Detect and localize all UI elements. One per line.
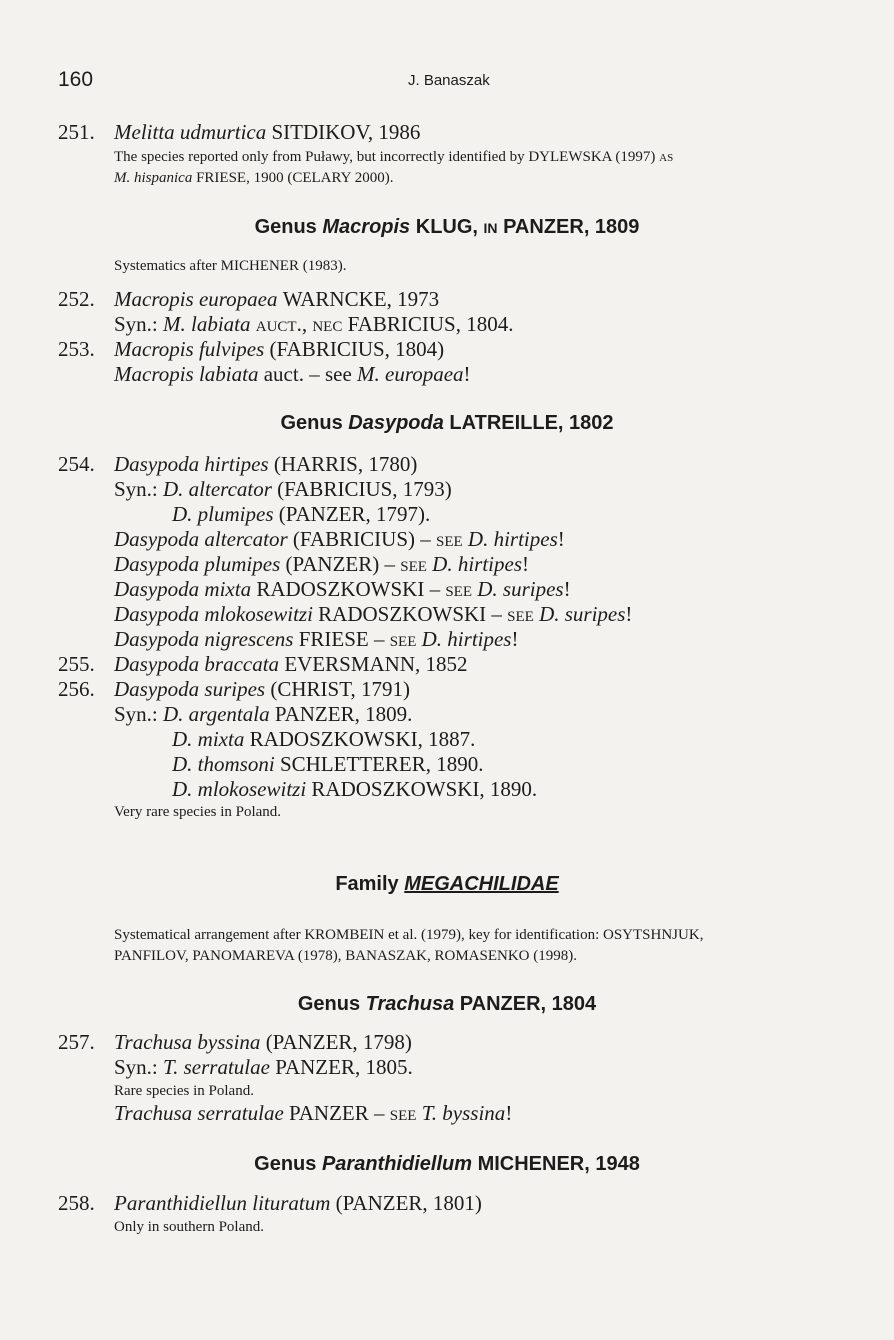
entry-252: 252. Macropis europaea WARNCKE, 1973 <box>58 287 440 311</box>
see-reference-3: Dasypoda mixta RADOSZKOWSKI – see D. suripes! <box>114 577 571 601</box>
see-reference-4: Dasypoda mlokosewitzi RADOSZKOWSKI – see D. suripes! <box>114 602 633 626</box>
entry-258: 258. Paranthidiellun lituratum (PANZER, 1801) <box>58 1191 482 1215</box>
see-reference-5: Dasypoda nigrescens FRIESE – see D. hirtipes! <box>114 627 519 651</box>
entry-256-synonym-1: Syn.: D. argentala PANZER, 1809. <box>114 702 413 726</box>
see-reference-1: Dasypoda altercator (FABRICIUS) – see D. hirtipes! <box>114 527 565 551</box>
entry-256-synonym-2: D. mixta RADOSZKOWSKI, 1887. <box>172 727 476 751</box>
entry-257: 257. Trachusa byssina (PANZER, 1798) <box>58 1030 412 1054</box>
family-note-line-2: PANFILOV, PANOMAREVA (1978), BANASZAK, ROMASENKO (1998). <box>114 948 577 964</box>
genus-heading-macropis: Genus Macropis KLUG, in PANZER, 1809 <box>254 216 640 238</box>
entry-256: 256. Dasypoda suripes (CHRIST, 1791) <box>58 677 410 701</box>
genus-macropis-note: Systematics after MICHENER (1983). <box>114 258 347 274</box>
genus-heading-dasypoda: Genus Dasypoda LATREILLE, 1802 <box>280 412 614 434</box>
entry-251-note: The species reported only from Puławy, but incorrectly identified by DYLEWSKA (1997) as <box>114 149 674 165</box>
entry-251: 251. Melitta udmurtica SITDIKOV, 1986 <box>58 120 421 144</box>
entry-254: 254. Dasypoda hirtipes (HARRIS, 1780) <box>58 452 418 476</box>
entry-251-note-cont: M. hispanica FRIESE, 1900 (CELARY 2000). <box>114 170 394 186</box>
entry-254-synonym-2: D. plumipes (PANZER, 1797). <box>172 502 431 526</box>
entry-256-synonym-4: D. mlokosewitzi RADOSZKOWSKI, 1890. <box>172 777 538 801</box>
running-header-author: J. Banaszak <box>408 72 490 89</box>
genus-heading-paranthidiellum: Genus Paranthidiellum MICHENER, 1948 <box>254 1153 640 1175</box>
page-number: 160 <box>58 68 94 91</box>
see-reference-2: Dasypoda plumipes (PANZER) – see D. hirtipes! <box>114 552 529 576</box>
entry-253: 253. Macropis fulvipes (FABRICIUS, 1804) <box>58 337 445 361</box>
entry-255: 255. Dasypoda braccata EVERSMANN, 1852 <box>58 652 468 676</box>
entry-254-synonym-1: Syn.: D. altercator (FABRICIUS, 1793) <box>114 477 452 501</box>
family-heading: Family MEGACHILIDAE <box>335 873 559 895</box>
entry-252-synonym: Syn.: M. labiata auct., nec FABRICIUS, 1804. <box>114 312 514 336</box>
entry-258-note: Only in southern Poland. <box>114 1219 264 1235</box>
genus-heading-trachusa: Genus Trachusa PANZER, 1804 <box>297 993 597 1015</box>
entry-257-see: Trachusa serratulae PANZER – see T. byssina! <box>114 1101 513 1125</box>
entry-257-note: Rare species in Poland. <box>114 1083 254 1099</box>
entry-257-synonym: Syn.: T. serratulae PANZER, 1805. <box>114 1055 413 1079</box>
entry-256-note: Very rare species in Poland. <box>114 804 282 820</box>
family-note-line-1: Systematical arrangement after KROMBEIN et al. (1979), key for identification: OSYTSHNJUK, <box>114 927 704 943</box>
entry-253-see: Macropis labiata auct. – see M. europaea! <box>114 362 471 386</box>
entry-256-synonym-3: D. thomsoni SCHLETTERER, 1890. <box>172 752 484 776</box>
